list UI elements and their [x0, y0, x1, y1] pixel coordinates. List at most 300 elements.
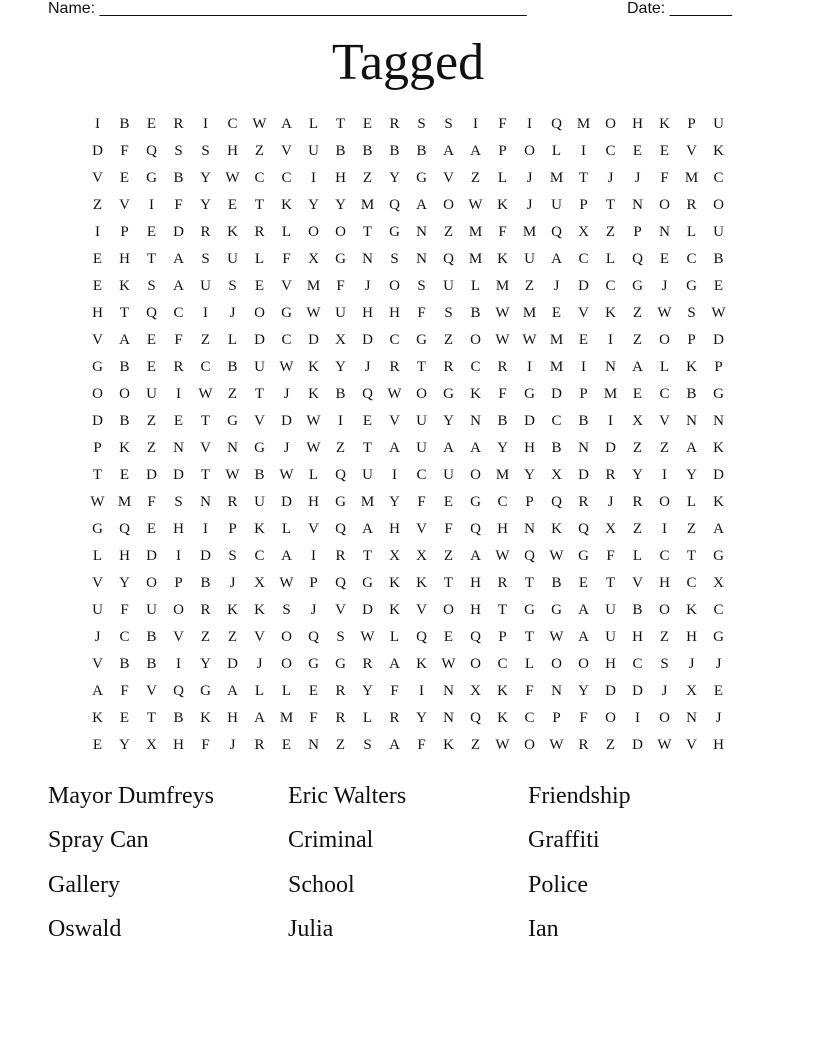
grid-cell[interactable]: B — [578, 413, 589, 429]
grid-cell[interactable]: H — [308, 494, 319, 510]
grid-cell[interactable]: X — [578, 224, 589, 240]
grid-cell[interactable]: E — [254, 278, 265, 294]
grid-cell[interactable]: J — [634, 170, 641, 186]
grid-cell[interactable]: C — [389, 332, 400, 348]
grid-cell[interactable]: I — [203, 116, 208, 132]
grid-cell[interactable]: C — [119, 629, 130, 645]
grid-cell[interactable]: U — [713, 116, 724, 132]
grid-cell[interactable]: R — [578, 494, 589, 510]
grid-cell[interactable]: B — [416, 143, 427, 159]
grid-cell[interactable]: L — [632, 548, 643, 564]
grid-cell[interactable]: K — [686, 359, 697, 375]
grid-cell[interactable]: D — [551, 386, 562, 402]
grid-cell[interactable]: C — [713, 170, 724, 186]
grid-cell[interactable]: Q — [551, 224, 562, 240]
grid-cell[interactable]: I — [338, 413, 343, 429]
grid-cell[interactable]: G — [713, 386, 724, 402]
grid-cell[interactable]: B — [146, 629, 157, 645]
grid-cell[interactable]: G — [281, 305, 292, 321]
grid-cell[interactable]: H — [470, 575, 481, 591]
grid-cell[interactable]: P — [579, 197, 588, 213]
grid-cell[interactable]: Z — [470, 737, 481, 753]
grid-cell[interactable]: C — [254, 548, 265, 564]
grid-cell[interactable]: D — [632, 683, 643, 699]
grid-cell[interactable]: J — [310, 602, 317, 618]
grid-cell[interactable]: O — [551, 656, 562, 672]
grid-cell[interactable]: R — [362, 656, 373, 672]
grid-cell[interactable]: A — [578, 629, 589, 645]
grid-cell[interactable]: F — [201, 737, 210, 753]
grid-cell[interactable]: Y — [119, 737, 130, 753]
grid-cell[interactable]: O — [146, 575, 157, 591]
grid-cell[interactable]: K — [713, 440, 724, 456]
grid-cell[interactable]: Z — [443, 224, 454, 240]
grid-cell[interactable]: D — [173, 224, 184, 240]
grid-cell[interactable]: Q — [551, 116, 562, 132]
grid-cell[interactable]: T — [200, 467, 211, 483]
grid-cell[interactable]: V — [686, 143, 697, 159]
grid-cell[interactable]: I — [635, 710, 640, 726]
grid-cell[interactable]: F — [525, 683, 534, 699]
grid-cell[interactable]: L — [281, 683, 292, 699]
grid-cell[interactable]: A — [551, 251, 562, 267]
grid-cell[interactable]: P — [498, 143, 507, 159]
grid-cell[interactable]: T — [92, 467, 103, 483]
grid-cell[interactable]: P — [714, 359, 723, 375]
grid-cell[interactable]: A — [389, 440, 400, 456]
grid-cell[interactable]: E — [119, 467, 130, 483]
grid-cell[interactable]: V — [632, 575, 643, 591]
grid-cell[interactable]: F — [120, 143, 129, 159]
grid-cell[interactable]: Y — [200, 170, 211, 186]
grid-cell[interactable]: L — [686, 494, 697, 510]
grid-cell[interactable]: E — [659, 143, 670, 159]
grid-cell[interactable]: D — [227, 656, 238, 672]
grid-cell[interactable]: N — [578, 440, 589, 456]
grid-cell[interactable]: G — [92, 359, 103, 375]
grid-cell[interactable]: N — [362, 251, 373, 267]
grid-cell[interactable]: U — [335, 305, 346, 321]
grid-cell[interactable]: D — [281, 413, 292, 429]
grid-cell[interactable]: F — [336, 278, 345, 294]
grid-cell[interactable]: E — [92, 278, 103, 294]
grid-cell[interactable]: F — [390, 683, 399, 699]
grid-cell[interactable]: O — [470, 467, 481, 483]
grid-cell[interactable]: A — [119, 332, 130, 348]
grid-cell[interactable]: V — [92, 170, 103, 186]
grid-cell[interactable]: F — [660, 170, 669, 186]
grid-cell[interactable]: A — [92, 683, 103, 699]
grid-cell[interactable]: A — [443, 440, 454, 456]
grid-cell[interactable]: A — [470, 440, 481, 456]
grid-cell[interactable]: H — [227, 143, 238, 159]
grid-cell[interactable]: X — [389, 548, 400, 564]
grid-cell[interactable]: C — [686, 575, 697, 591]
grid-cell[interactable]: Q — [470, 629, 481, 645]
grid-cell[interactable]: Z — [200, 629, 211, 645]
grid-cell[interactable]: J — [229, 575, 236, 591]
grid-cell[interactable]: Q — [146, 305, 157, 321]
grid-cell[interactable]: Y — [362, 683, 373, 699]
grid-cell[interactable]: Z — [335, 440, 346, 456]
grid-cell[interactable]: D — [281, 494, 292, 510]
grid-cell[interactable]: K — [281, 197, 292, 213]
grid-cell[interactable]: V — [281, 278, 292, 294]
grid-cell[interactable]: K — [227, 602, 238, 618]
grid-cell[interactable]: D — [605, 683, 616, 699]
grid-cell[interactable]: E — [362, 116, 373, 132]
grid-cell[interactable]: J — [715, 656, 722, 672]
grid-cell[interactable]: E — [443, 494, 454, 510]
grid-cell[interactable]: W — [306, 440, 321, 456]
grid-cell[interactable]: S — [417, 278, 426, 294]
grid-cell[interactable]: U — [605, 629, 616, 645]
grid-cell[interactable]: F — [120, 602, 129, 618]
grid-cell[interactable]: L — [497, 170, 508, 186]
grid-cell[interactable]: N — [686, 413, 697, 429]
grid-cell[interactable]: O — [443, 197, 454, 213]
grid-cell[interactable]: C — [659, 548, 670, 564]
grid-cell[interactable]: V — [92, 332, 103, 348]
grid-cell[interactable]: A — [281, 116, 292, 132]
grid-cell[interactable]: Y — [416, 710, 427, 726]
grid-cell[interactable]: L — [659, 359, 670, 375]
grid-cell[interactable]: P — [552, 710, 561, 726]
grid-cell[interactable]: Z — [146, 413, 157, 429]
grid-cell[interactable]: Y — [335, 359, 346, 375]
grid-cell[interactable]: W — [549, 737, 564, 753]
grid-cell[interactable]: A — [713, 521, 724, 537]
grid-cell[interactable]: Y — [389, 170, 400, 186]
grid-cell[interactable]: B — [551, 440, 562, 456]
grid-cell[interactable]: C — [686, 251, 697, 267]
grid-cell[interactable]: I — [662, 521, 667, 537]
grid-cell[interactable]: S — [390, 251, 399, 267]
grid-cell[interactable]: O — [92, 386, 103, 402]
grid-cell[interactable]: P — [228, 521, 237, 537]
grid-cell[interactable]: N — [308, 737, 319, 753]
grid-cell[interactable]: E — [146, 332, 157, 348]
grid-cell[interactable]: N — [443, 710, 454, 726]
grid-cell[interactable]: D — [146, 548, 157, 564]
grid-cell[interactable]: P — [687, 116, 696, 132]
grid-cell[interactable]: K — [119, 278, 130, 294]
grid-cell[interactable]: Z — [470, 170, 481, 186]
grid-cell[interactable]: I — [392, 467, 397, 483]
grid-cell[interactable]: C — [497, 656, 508, 672]
grid-cell[interactable]: E — [659, 251, 670, 267]
grid-cell[interactable]: S — [174, 143, 183, 159]
grid-cell[interactable]: T — [254, 197, 265, 213]
grid-cell[interactable]: Z — [335, 737, 346, 753]
grid-cell[interactable]: R — [578, 737, 589, 753]
grid-cell[interactable]: N — [470, 413, 481, 429]
grid-cell[interactable]: Q — [470, 521, 481, 537]
grid-cell[interactable]: B — [497, 413, 508, 429]
grid-cell[interactable]: X — [632, 413, 643, 429]
grid-cell[interactable]: G — [200, 683, 211, 699]
grid-cell[interactable]: E — [173, 413, 184, 429]
grid-cell[interactable]: G — [713, 548, 724, 564]
grid-cell[interactable]: O — [659, 197, 670, 213]
grid-cell[interactable]: W — [495, 305, 510, 321]
grid-cell[interactable]: O — [119, 386, 130, 402]
grid-cell[interactable]: V — [92, 575, 103, 591]
grid-cell[interactable]: E — [551, 305, 562, 321]
grid-cell[interactable]: W — [225, 467, 240, 483]
grid-cell[interactable]: T — [146, 710, 157, 726]
name-field[interactable]: Name: ________________________________________________ — [48, 0, 527, 17]
grid-cell[interactable]: X — [686, 683, 697, 699]
grid-cell[interactable]: V — [389, 413, 400, 429]
grid-cell[interactable]: J — [229, 737, 236, 753]
grid-cell[interactable]: C — [605, 278, 616, 294]
grid-cell[interactable]: M — [522, 224, 537, 240]
grid-cell[interactable]: C — [713, 602, 724, 618]
grid-cell[interactable]: B — [362, 143, 373, 159]
grid-cell[interactable]: G — [524, 386, 535, 402]
grid-cell[interactable]: J — [553, 278, 560, 294]
grid-cell[interactable]: Y — [497, 440, 508, 456]
grid-cell[interactable]: V — [119, 197, 130, 213]
grid-cell[interactable]: U — [227, 251, 238, 267]
grid-cell[interactable]: X — [551, 467, 562, 483]
grid-cell[interactable]: A — [416, 197, 427, 213]
grid-cell[interactable]: K — [713, 143, 724, 159]
grid-cell[interactable]: Q — [632, 251, 643, 267]
grid-cell[interactable]: P — [120, 224, 129, 240]
grid-cell[interactable]: O — [470, 656, 481, 672]
grid-cell[interactable]: E — [578, 332, 589, 348]
grid-cell[interactable]: F — [606, 548, 615, 564]
grid-cell[interactable]: R — [686, 197, 697, 213]
grid-cell[interactable]: T — [497, 602, 508, 618]
grid-cell[interactable]: K — [605, 305, 616, 321]
grid-cell[interactable]: W — [252, 116, 267, 132]
grid-cell[interactable]: G — [416, 332, 427, 348]
grid-cell[interactable]: F — [174, 197, 183, 213]
grid-cell[interactable]: H — [389, 305, 400, 321]
grid-cell[interactable]: V — [578, 305, 589, 321]
grid-cell[interactable]: P — [93, 440, 102, 456]
grid-cell[interactable]: R — [335, 548, 346, 564]
grid-cell[interactable]: I — [581, 359, 586, 375]
grid-cell[interactable]: O — [578, 656, 589, 672]
grid-cell[interactable]: L — [281, 224, 292, 240]
grid-cell[interactable]: E — [146, 224, 157, 240]
grid-cell[interactable]: H — [92, 305, 103, 321]
grid-cell[interactable]: X — [335, 332, 346, 348]
grid-cell[interactable]: I — [203, 521, 208, 537]
grid-cell[interactable]: U — [146, 386, 157, 402]
grid-cell[interactable]: Z — [659, 440, 670, 456]
grid-cell[interactable]: E — [119, 710, 130, 726]
grid-cell[interactable]: I — [311, 170, 316, 186]
grid-cell[interactable]: W — [549, 548, 564, 564]
grid-cell[interactable]: U — [713, 224, 724, 240]
grid-cell[interactable]: M — [603, 386, 618, 402]
grid-cell[interactable]: N — [173, 440, 184, 456]
grid-cell[interactable]: M — [360, 197, 375, 213]
grid-cell[interactable]: C — [497, 494, 508, 510]
grid-cell[interactable]: U — [416, 413, 427, 429]
grid-cell[interactable]: M — [495, 278, 510, 294]
grid-cell[interactable]: C — [632, 656, 643, 672]
grid-cell[interactable]: K — [659, 116, 670, 132]
grid-cell[interactable]: I — [149, 197, 154, 213]
grid-cell[interactable]: U — [443, 467, 454, 483]
grid-cell[interactable]: F — [417, 737, 426, 753]
grid-cell[interactable]: T — [119, 305, 130, 321]
grid-cell[interactable]: A — [173, 251, 184, 267]
grid-cell[interactable]: B — [119, 116, 130, 132]
grid-cell[interactable]: C — [578, 251, 589, 267]
grid-cell[interactable]: N — [551, 683, 562, 699]
grid-cell[interactable]: Q — [524, 548, 535, 564]
grid-cell[interactable]: S — [201, 251, 210, 267]
grid-cell[interactable]: B — [146, 656, 157, 672]
grid-cell[interactable]: W — [198, 386, 213, 402]
grid-cell[interactable]: X — [713, 575, 724, 591]
grid-cell[interactable]: C — [254, 170, 265, 186]
grid-cell[interactable]: W — [225, 170, 240, 186]
grid-cell[interactable]: P — [579, 386, 588, 402]
grid-cell[interactable]: V — [281, 143, 292, 159]
grid-cell[interactable]: D — [632, 737, 643, 753]
grid-cell[interactable]: L — [281, 521, 292, 537]
grid-cell[interactable]: Y — [119, 575, 130, 591]
grid-cell[interactable]: Z — [443, 548, 454, 564]
grid-cell[interactable]: Q — [335, 467, 346, 483]
grid-cell[interactable]: B — [632, 602, 643, 618]
grid-cell[interactable]: H — [335, 170, 346, 186]
grid-cell[interactable]: P — [687, 332, 696, 348]
grid-cell[interactable]: O — [254, 305, 265, 321]
grid-cell[interactable]: U — [254, 359, 265, 375]
grid-cell[interactable]: V — [416, 602, 427, 618]
grid-cell[interactable]: F — [120, 683, 129, 699]
grid-cell[interactable]: I — [473, 116, 478, 132]
grid-cell[interactable]: W — [711, 305, 726, 321]
grid-cell[interactable]: C — [200, 359, 211, 375]
grid-cell[interactable]: Y — [389, 494, 400, 510]
grid-cell[interactable]: T — [335, 116, 346, 132]
grid-cell[interactable]: V — [308, 521, 319, 537]
grid-cell[interactable]: J — [607, 170, 614, 186]
grid-cell[interactable]: I — [608, 332, 613, 348]
grid-cell[interactable]: J — [229, 305, 236, 321]
grid-cell[interactable]: A — [470, 143, 481, 159]
grid-cell[interactable]: D — [92, 143, 103, 159]
grid-cell[interactable]: N — [200, 494, 211, 510]
grid-cell[interactable]: S — [336, 629, 345, 645]
grid-cell[interactable]: R — [254, 224, 265, 240]
grid-cell[interactable]: W — [306, 413, 321, 429]
grid-cell[interactable]: O — [281, 656, 292, 672]
grid-cell[interactable]: R — [254, 737, 265, 753]
grid-cell[interactable]: T — [605, 197, 616, 213]
grid-cell[interactable]: V — [92, 656, 103, 672]
grid-cell[interactable]: J — [94, 629, 101, 645]
grid-cell[interactable]: X — [605, 521, 616, 537]
grid-cell[interactable]: K — [551, 521, 562, 537]
grid-cell[interactable]: E — [308, 683, 319, 699]
grid-cell[interactable]: R — [605, 467, 616, 483]
grid-cell[interactable]: B — [119, 656, 130, 672]
grid-cell[interactable]: P — [498, 629, 507, 645]
grid-cell[interactable]: B — [254, 467, 265, 483]
grid-cell[interactable]: B — [200, 575, 211, 591]
grid-cell[interactable]: Q — [443, 251, 454, 267]
grid-cell[interactable]: R — [200, 602, 211, 618]
grid-cell[interactable]: J — [688, 656, 695, 672]
grid-cell[interactable]: I — [95, 224, 100, 240]
grid-cell[interactable]: G — [470, 494, 481, 510]
grid-cell[interactable]: W — [495, 548, 510, 564]
grid-cell[interactable]: B — [470, 305, 481, 321]
grid-cell[interactable]: R — [227, 494, 238, 510]
grid-cell[interactable]: N — [713, 413, 724, 429]
grid-cell[interactable]: U — [551, 197, 562, 213]
grid-cell[interactable]: S — [363, 737, 372, 753]
grid-cell[interactable]: C — [524, 710, 535, 726]
grid-cell[interactable]: T — [605, 575, 616, 591]
grid-cell[interactable]: O — [659, 710, 670, 726]
grid-cell[interactable]: T — [686, 548, 697, 564]
grid-cell[interactable]: J — [661, 683, 668, 699]
grid-cell[interactable]: F — [417, 494, 426, 510]
grid-cell[interactable]: X — [308, 251, 319, 267]
grid-cell[interactable]: I — [608, 413, 613, 429]
grid-cell[interactable]: U — [443, 278, 454, 294]
grid-cell[interactable]: G — [524, 602, 535, 618]
grid-cell[interactable]: E — [362, 413, 373, 429]
grid-cell[interactable]: K — [497, 197, 508, 213]
grid-cell[interactable]: E — [632, 143, 643, 159]
grid-cell[interactable]: W — [657, 737, 672, 753]
grid-cell[interactable]: U — [92, 602, 103, 618]
grid-cell[interactable]: K — [389, 602, 400, 618]
grid-cell[interactable]: Q — [335, 521, 346, 537]
grid-cell[interactable]: G — [335, 251, 346, 267]
grid-cell[interactable]: D — [146, 467, 157, 483]
grid-cell[interactable]: T — [362, 440, 373, 456]
grid-cell[interactable]: R — [497, 575, 508, 591]
grid-cell[interactable]: I — [203, 305, 208, 321]
grid-cell[interactable]: D — [578, 278, 589, 294]
grid-cell[interactable]: V — [254, 629, 265, 645]
grid-cell[interactable]: X — [416, 548, 427, 564]
grid-cell[interactable]: Y — [686, 467, 697, 483]
grid-cell[interactable]: N — [416, 251, 427, 267]
grid-cell[interactable]: D — [308, 332, 319, 348]
grid-cell[interactable]: F — [309, 710, 318, 726]
grid-cell[interactable]: K — [686, 602, 697, 618]
grid-cell[interactable]: H — [497, 521, 508, 537]
grid-cell[interactable]: T — [416, 359, 427, 375]
grid-cell[interactable]: L — [254, 683, 265, 699]
grid-cell[interactable]: V — [416, 521, 427, 537]
grid-cell[interactable]: N — [443, 683, 454, 699]
grid-cell[interactable]: H — [632, 629, 643, 645]
grid-cell[interactable]: T — [146, 251, 157, 267]
grid-cell[interactable]: Z — [605, 224, 616, 240]
grid-cell[interactable]: I — [95, 116, 100, 132]
grid-cell[interactable]: O — [524, 143, 535, 159]
grid-cell[interactable]: K — [443, 737, 454, 753]
grid-cell[interactable]: X — [470, 683, 481, 699]
grid-cell[interactable]: Y — [200, 656, 211, 672]
